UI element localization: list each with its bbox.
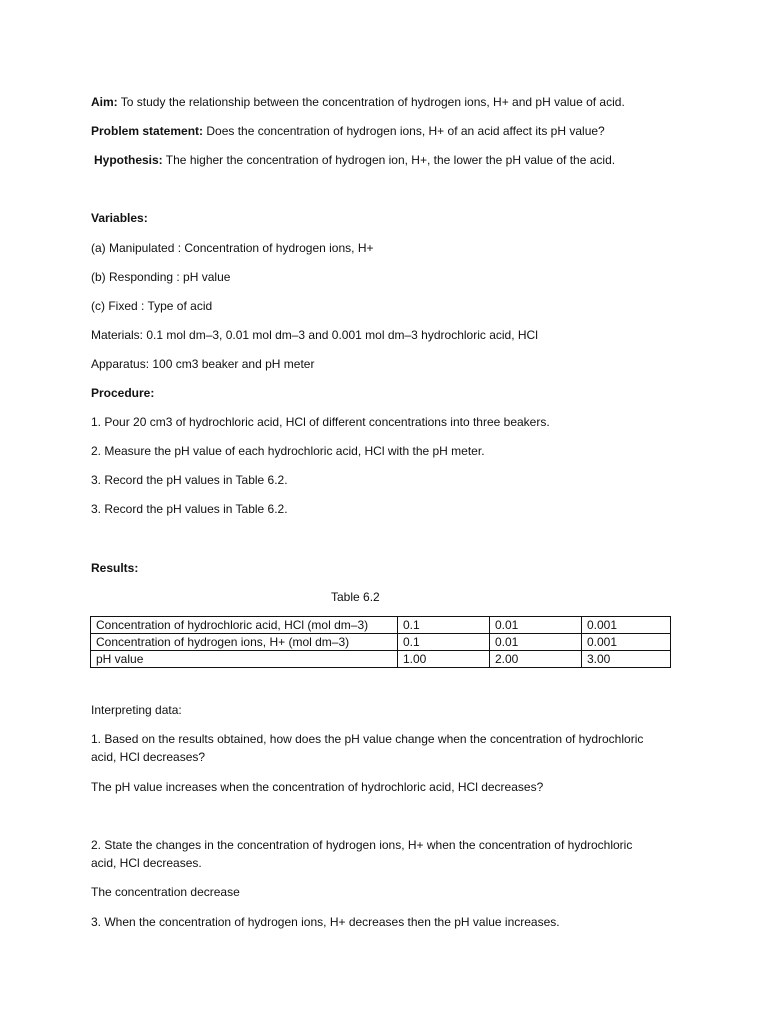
hypothesis-label: Hypothesis: [94,153,163,167]
question-1-line-2: acid, HCl decreases? [91,750,206,764]
answer-2: The concentration decrease [91,885,240,899]
answer-1: The pH value increases when the concentration of hydrochloric acid, HCl decreases? [91,780,544,794]
table-row [91,634,671,651]
table-cell: 0.001 [582,634,671,651]
table-cell: 0.001 [582,617,671,634]
table-cell: 2.00 [490,651,582,668]
table-cell: 1.00 [398,651,490,668]
table-cell: 0.1 [398,634,490,651]
table-caption: Table 6.2 [331,590,380,604]
variable-fixed: (c) Fixed : Type of acid [91,299,213,313]
procedure-step: 1. Pour 20 cm3 of hydrochloric acid, HCl of different concentrations into three beakers. [91,415,550,429]
table-row [91,617,671,634]
table-cell: 0.01 [490,634,582,651]
aim-line [91,93,625,111]
aim-text: To study the relationship between the concentration of hydrogen ions, H+ and pH value of acid. [117,95,625,109]
table-cell: pH value [91,651,398,668]
problem-statement-text: Does the concentration of hydrogen ions, H+ of an acid affect its pH value? [203,124,605,138]
variables-heading: Variables: [91,211,148,225]
variable-responding: (b) Responding : pH value [91,270,231,284]
table-cell: 0.1 [398,617,490,634]
table-cell: 0.01 [490,617,582,634]
procedure-step: 3. Record the pH values in Table 6.2. [91,502,288,516]
procedure-step: 3. Record the pH values in Table 6.2. [91,473,288,487]
variable-manipulated: (a) Manipulated : Concentration of hydrogen ions, H+ [91,241,374,255]
question-2-line-1: 2. State the changes in the concentration of hydrogen ions, H+ when the concentration of hydrochloric [91,838,633,852]
procedure-step: 2. Measure the pH value of each hydrochloric acid, HCl with the pH meter. [91,444,485,458]
table-row [91,651,671,668]
question-3: 3. When the concentration of hydrogen ions, H+ decreases then the pH value increases. [91,915,560,929]
table-cell: 3.00 [582,651,671,668]
results-heading: Results: [91,561,139,575]
question-1-line-1: 1. Based on the results obtained, how does the pH value change when the concentration of hydrochloric [91,732,644,746]
apparatus-line: Apparatus: 100 cm3 beaker and pH meter [91,357,315,371]
problem-statement-line [91,122,605,140]
question-2-line-2: acid, HCl decreases. [91,856,202,870]
hypothesis-line [94,151,615,169]
problem-statement-label: Problem statement: [91,124,204,138]
procedure-heading: Procedure: [91,386,155,400]
results-table [90,616,671,668]
aim-label: Aim: [91,95,118,109]
materials-line: Materials: 0.1 mol dm–3, 0.01 mol dm–3 and 0.001 mol dm–3 hydrochloric acid, HCl [91,328,538,342]
hypothesis-text: The higher the concentration of hydrogen ion, H+, the lower the pH value of the acid. [162,153,616,167]
table-cell: Concentration of hydrogen ions, H+ (mol dm–3) [91,634,398,651]
table-cell: Concentration of hydrochloric acid, HCl (mol dm–3) [91,617,398,634]
interpreting-heading: Interpreting data: [91,703,182,717]
